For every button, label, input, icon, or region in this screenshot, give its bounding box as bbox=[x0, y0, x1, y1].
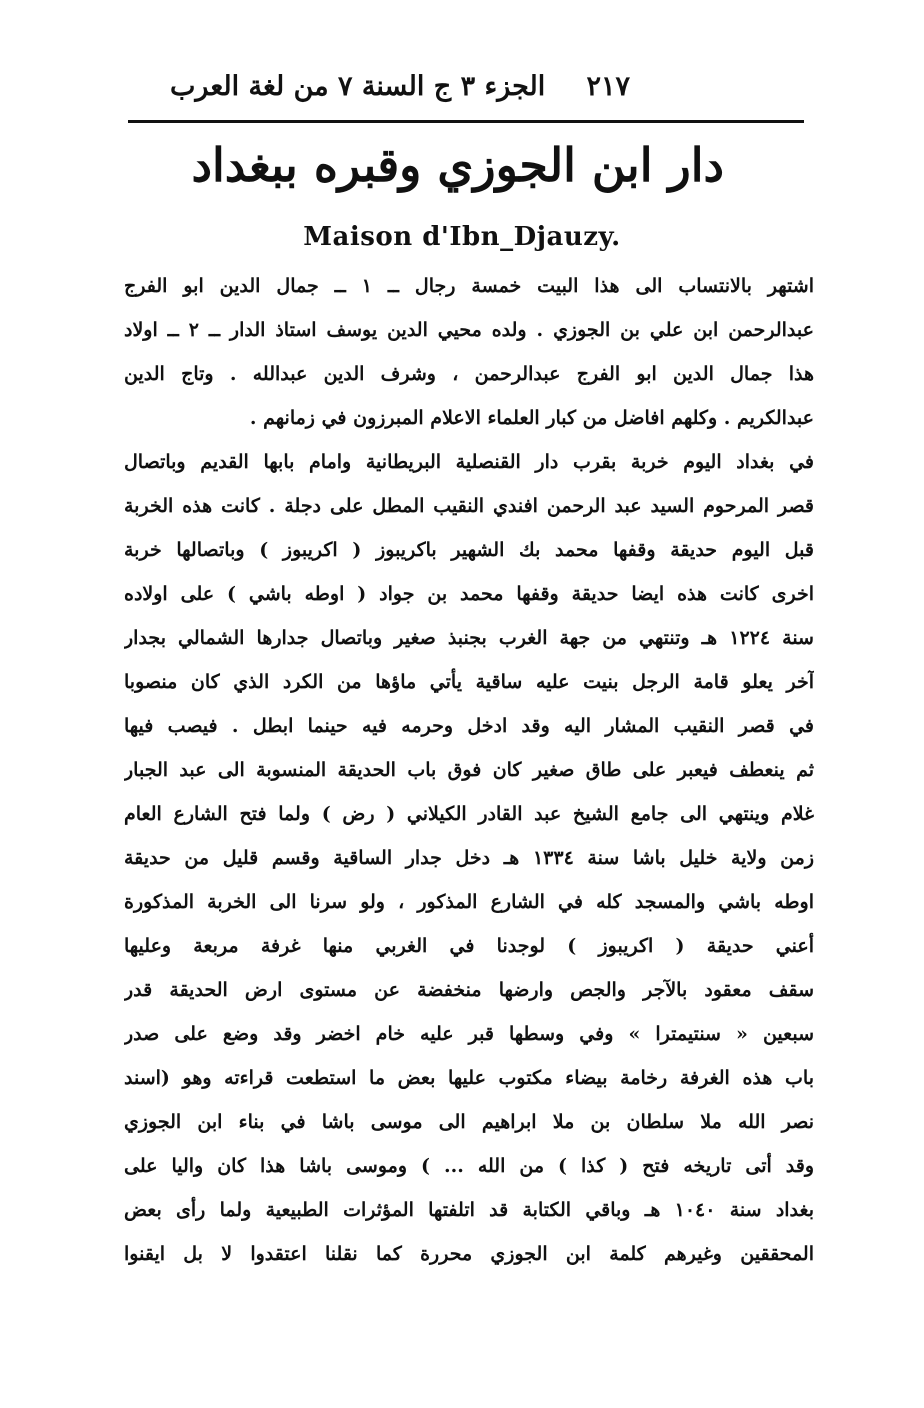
text-line: أعني حديقة ( اكريبوز ) لوجدنا في الغربي منها غرفة مربعة وعليها bbox=[124, 935, 814, 957]
text-line: وقد أتى تاريخه فتح ( كذا ) من الله ... ) وموسى باشا هذا كان واليا على bbox=[124, 1155, 814, 1177]
text-line: في قصر النقيب المشار اليه وقد ادخل وحرمه فيه حينما ابطل . فيصب فيها bbox=[124, 715, 814, 737]
text-line: اشتهر بالانتساب الى هذا البيت خمسة رجال ــ ١ ــ جمال الدين ابو الفرج bbox=[124, 275, 814, 297]
text-line: سنة ١٢٢٤ هـ وتنتهي من جهة الغرب بجنبذ صغير وباتصال جدارها الشمالي بجدار bbox=[124, 627, 814, 649]
running-header bbox=[170, 62, 630, 110]
text-line: المحققين وغيرهم كلمة ابن الجوزي محررة كما نقلنا اعتقدوا لا بل ايقنوا bbox=[124, 1243, 814, 1265]
text-line: قصر المرحوم السيد عبد الرحمن افندي النقيب المطل على دجلة . كانت هذه الخربة bbox=[124, 495, 814, 517]
text-line: سقف معقود بالآجر والجص وارضها منخفضة عن مستوى ارض الحديقة قدر bbox=[124, 979, 814, 1001]
article-subtitle: Maison d'Ibn_Djauzy. bbox=[303, 222, 621, 252]
page-number: ٢١٧ bbox=[586, 70, 630, 102]
text-line: في بغداد اليوم خربة بقرب دار القنصلية البريطانية وامام بابها القديم وباتصال bbox=[124, 451, 814, 473]
text-line: قبل اليوم حديقة وقفها محمد بك الشهير باكريبوز ( اكريبوز ) وباتصالها خربة bbox=[124, 539, 814, 561]
article-body bbox=[124, 264, 814, 1276]
text-line: هذا جمال الدين ابو الفرج عبدالرحمن ، وشرف الدين عبدالله . وتاج الدين bbox=[124, 363, 814, 385]
text-line: زمن ولاية خليل باشا سنة ١٣٣٤ هـ دخل جدار الساقية وقسم قليل من حديقة bbox=[124, 847, 814, 869]
text-line: اخرى كانت هذه ايضا حديقة وقفها محمد بن جواد ( اوطه باشي ) على اولاده bbox=[124, 583, 814, 605]
text-line: عبدالكريم . وكلهم افاضل من كبار العلماء الاعلام المبرزون في زمانهم . bbox=[249, 407, 814, 429]
text-line: غلام وينتهي الى جامع الشيخ عبد القادر الكيلاني ( رض ) ولما فتح الشارع العام bbox=[124, 803, 814, 825]
text-line: اوطه باشي والمسجد كله في الشارع المذكور ، ولو سرنا الى الخربة المذكورة bbox=[124, 891, 814, 913]
header-rule bbox=[128, 120, 804, 123]
header-title: الجزء ٣ ج السنة ٧ من لغة العرب bbox=[170, 70, 546, 102]
text-line: سبعين « سنتيمترا » وفي وسطها قبر عليه خام اخضر وقد وضع على صدر bbox=[124, 1023, 814, 1045]
text-line: آخر يعلو قامة الرجل بنيت عليه ساقية يأتي ماؤها من الكرد الذي كان منصوبا bbox=[124, 671, 814, 693]
article-title: دار ابن الجوزي وقبره ببغداد bbox=[191, 138, 724, 192]
text-line: نصر الله ملا سلطان بن ملا ابراهيم الى موسى باشا في بناء ابن الجوزي bbox=[124, 1111, 814, 1133]
text-line: عبدالرحمن ابن علي بن الجوزي . ولده محيي الدين يوسف استاذ الدار ــ ٢ ــ اولاد bbox=[124, 319, 814, 341]
text-line: ثم ينعطف فيعبر على طاق صغير كان فوق باب الحديقة المنسوبة الى عبد الجبار bbox=[124, 759, 814, 781]
text-line: باب هذه الغرفة رخامة بيضاء مكتوب عليها بعض ما استطعت قراءته وهو (اسند bbox=[124, 1067, 814, 1089]
text-line: بغداد سنة ١٠٤٠ هـ وباقي الكتابة قد اتلفتها المؤثرات الطبيعية ولما رأى بعض bbox=[124, 1199, 814, 1221]
